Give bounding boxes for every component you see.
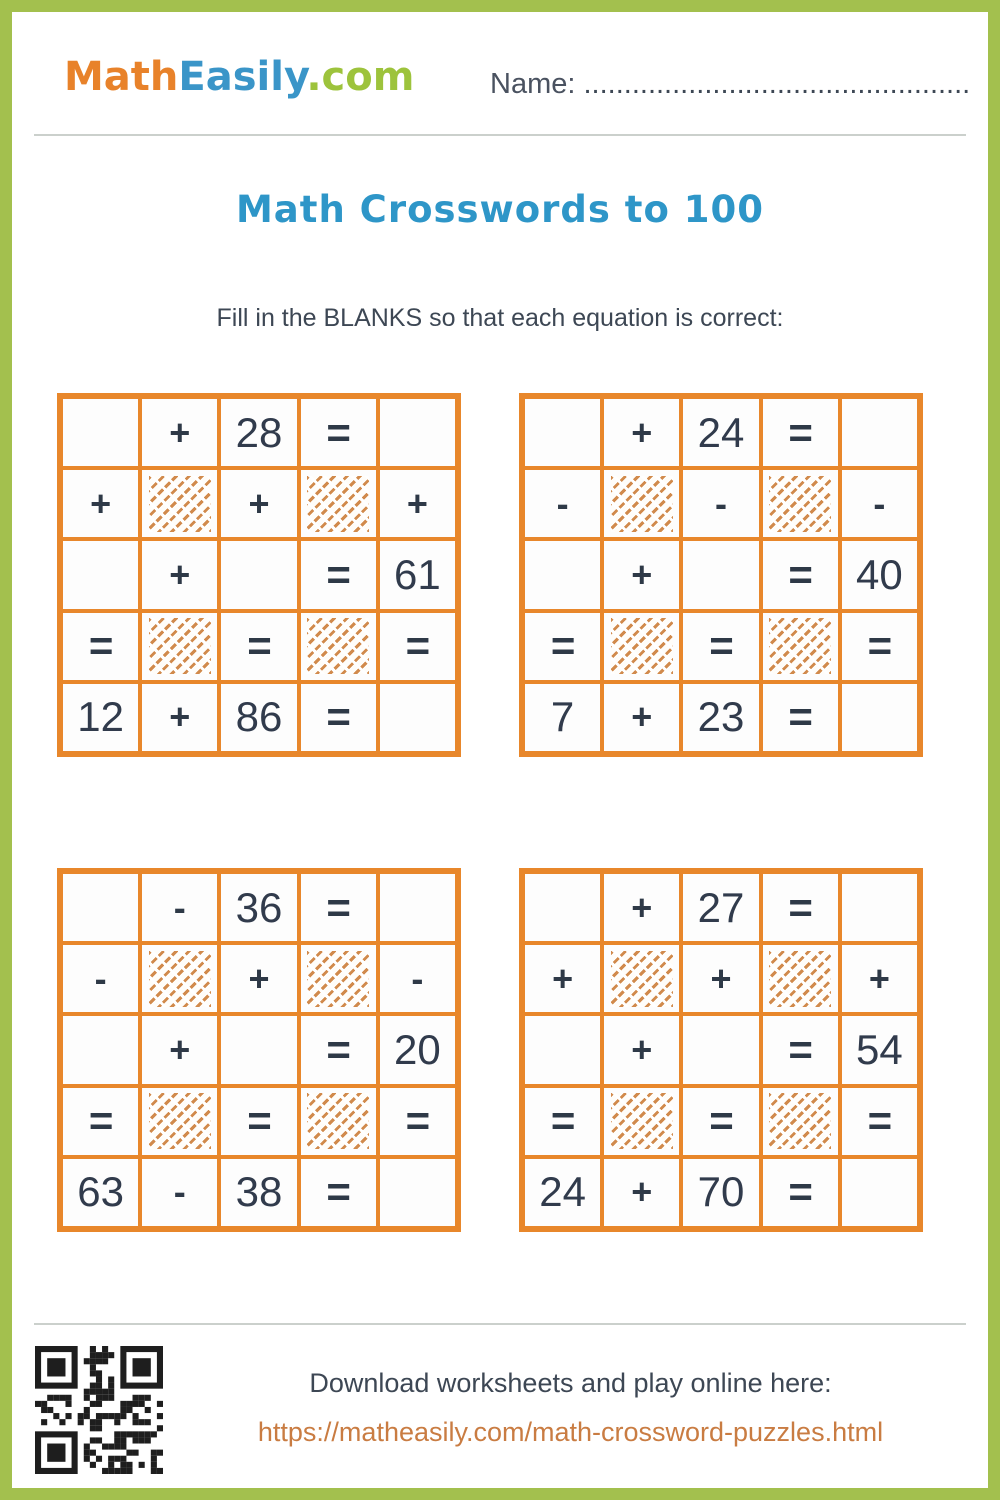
hatched-cell	[299, 943, 378, 1014]
equals-cell: =	[840, 1086, 919, 1157]
blank-cell	[523, 539, 602, 610]
operator-cell: -	[378, 943, 457, 1014]
operator-cell: +	[219, 943, 298, 1014]
number-cell: 23	[681, 682, 760, 753]
hatched-cell	[602, 943, 681, 1014]
hatched-cell	[140, 611, 219, 682]
puzzle-grid-1	[57, 393, 461, 757]
name-field	[490, 68, 970, 101]
hatched-cell	[602, 468, 681, 539]
hatch-pattern	[149, 476, 211, 532]
hatched-cell	[140, 1086, 219, 1157]
hatch-pattern	[307, 1093, 369, 1149]
footer-text-block	[163, 1346, 978, 1448]
number-cell: 12	[61, 682, 140, 753]
number-cell: 40	[840, 539, 919, 610]
hatch-pattern	[307, 476, 369, 532]
hatched-cell	[761, 943, 840, 1014]
equals-cell: =	[219, 611, 298, 682]
number-cell: 7	[523, 682, 602, 753]
footer-note: Download worksheets and play online here:	[309, 1368, 832, 1398]
blank-cell	[681, 539, 760, 610]
equals-cell: =	[299, 1014, 378, 1085]
hatched-cell	[299, 611, 378, 682]
number-cell: 24	[681, 397, 760, 468]
equals-cell: =	[299, 1157, 378, 1228]
operator-cell: +	[602, 1157, 681, 1228]
equals-cell: =	[219, 1086, 298, 1157]
hatch-pattern	[769, 476, 831, 532]
operator-cell: +	[840, 943, 919, 1014]
operator-cell: -	[523, 468, 602, 539]
operator-cell: -	[140, 872, 219, 943]
equals-cell: =	[299, 397, 378, 468]
equals-cell: =	[840, 611, 919, 682]
logo-math: Math	[64, 54, 179, 100]
hatch-pattern	[307, 618, 369, 674]
name-dotted-line: ................................................	[583, 68, 971, 100]
operator-cell: -	[681, 468, 760, 539]
number-cell: 28	[219, 397, 298, 468]
hatched-cell	[761, 468, 840, 539]
operator-cell: +	[219, 468, 298, 539]
equals-cell: =	[299, 539, 378, 610]
blank-cell	[523, 1014, 602, 1085]
operator-cell: +	[602, 539, 681, 610]
equals-cell: =	[761, 397, 840, 468]
equals-cell: =	[61, 1086, 140, 1157]
equals-cell: =	[761, 1157, 840, 1228]
operator-cell: +	[61, 468, 140, 539]
equals-cell: =	[761, 1014, 840, 1085]
equals-cell: =	[761, 682, 840, 753]
operator-cell: +	[602, 872, 681, 943]
operator-cell: +	[140, 539, 219, 610]
puzzle-grid-3	[57, 868, 461, 1232]
equals-cell: =	[61, 611, 140, 682]
hatched-cell	[761, 611, 840, 682]
hatched-cell	[140, 943, 219, 1014]
logo-com: .com	[306, 54, 415, 100]
blank-cell	[61, 397, 140, 468]
blank-cell	[378, 397, 457, 468]
operator-cell: +	[602, 1014, 681, 1085]
equals-cell: =	[761, 872, 840, 943]
blank-cell	[523, 397, 602, 468]
number-cell: 20	[378, 1014, 457, 1085]
hatched-cell	[299, 468, 378, 539]
hatched-cell	[761, 1086, 840, 1157]
blank-cell	[840, 1157, 919, 1228]
operator-cell: -	[61, 943, 140, 1014]
header-divider	[34, 134, 966, 136]
operator-cell: -	[140, 1157, 219, 1228]
equals-cell: =	[761, 539, 840, 610]
hatch-pattern	[769, 1093, 831, 1149]
blank-cell	[523, 872, 602, 943]
footer	[22, 1346, 978, 1474]
equals-cell: =	[299, 872, 378, 943]
operator-cell: +	[602, 682, 681, 753]
blank-cell	[61, 539, 140, 610]
number-cell: 54	[840, 1014, 919, 1085]
blank-cell	[219, 1014, 298, 1085]
operator-cell: +	[140, 397, 219, 468]
footer-divider	[34, 1323, 966, 1325]
equals-cell: =	[681, 1086, 760, 1157]
hatched-cell	[602, 1086, 681, 1157]
hatch-pattern	[611, 618, 673, 674]
blank-cell	[219, 539, 298, 610]
number-cell: 61	[378, 539, 457, 610]
equals-cell: =	[523, 1086, 602, 1157]
number-cell: 38	[219, 1157, 298, 1228]
blank-cell	[378, 682, 457, 753]
hatched-cell	[602, 611, 681, 682]
blank-cell	[61, 872, 140, 943]
equals-cell: =	[378, 611, 457, 682]
site-logo	[64, 54, 414, 100]
number-cell: 36	[219, 872, 298, 943]
blank-cell	[681, 1014, 760, 1085]
blank-cell	[840, 397, 919, 468]
name-label: Name:	[490, 68, 576, 100]
blank-cell	[840, 682, 919, 753]
equals-cell: =	[681, 611, 760, 682]
page-title: Math Crosswords to 100	[235, 188, 765, 231]
operator-cell: +	[378, 468, 457, 539]
hatch-pattern	[149, 951, 211, 1007]
qr-code-icon	[35, 1346, 163, 1474]
hatch-pattern	[611, 1093, 673, 1149]
number-cell: 63	[61, 1157, 140, 1228]
hatch-pattern	[769, 951, 831, 1007]
operator-cell: -	[840, 468, 919, 539]
hatch-pattern	[769, 618, 831, 674]
footer-url-link[interactable]: https://matheasily.com/math-crossword-puzzles.html	[257, 1417, 884, 1447]
number-cell: 70	[681, 1157, 760, 1228]
hatch-pattern	[611, 476, 673, 532]
logo-easily: Easily	[178, 54, 307, 100]
equals-cell: =	[523, 611, 602, 682]
number-cell: 27	[681, 872, 760, 943]
hatch-pattern	[149, 618, 211, 674]
blank-cell	[378, 1157, 457, 1228]
operator-cell: +	[140, 1014, 219, 1085]
operator-cell: +	[140, 682, 219, 753]
hatch-pattern	[611, 951, 673, 1007]
operator-cell: +	[523, 943, 602, 1014]
equals-cell: =	[299, 682, 378, 753]
operator-cell: +	[602, 397, 681, 468]
equals-cell: =	[378, 1086, 457, 1157]
hatched-cell	[140, 468, 219, 539]
puzzle-grid-4	[519, 868, 923, 1232]
operator-cell: +	[681, 943, 760, 1014]
blank-cell	[378, 872, 457, 943]
hatch-pattern	[307, 951, 369, 1007]
blank-cell	[61, 1014, 140, 1085]
puzzle-grid-2	[519, 393, 923, 757]
blank-cell	[840, 872, 919, 943]
number-cell: 24	[523, 1157, 602, 1228]
instructions-text: Fill in the BLANKS so that each equation is correct:	[216, 304, 784, 332]
number-cell: 86	[219, 682, 298, 753]
hatched-cell	[299, 1086, 378, 1157]
hatch-pattern	[149, 1093, 211, 1149]
